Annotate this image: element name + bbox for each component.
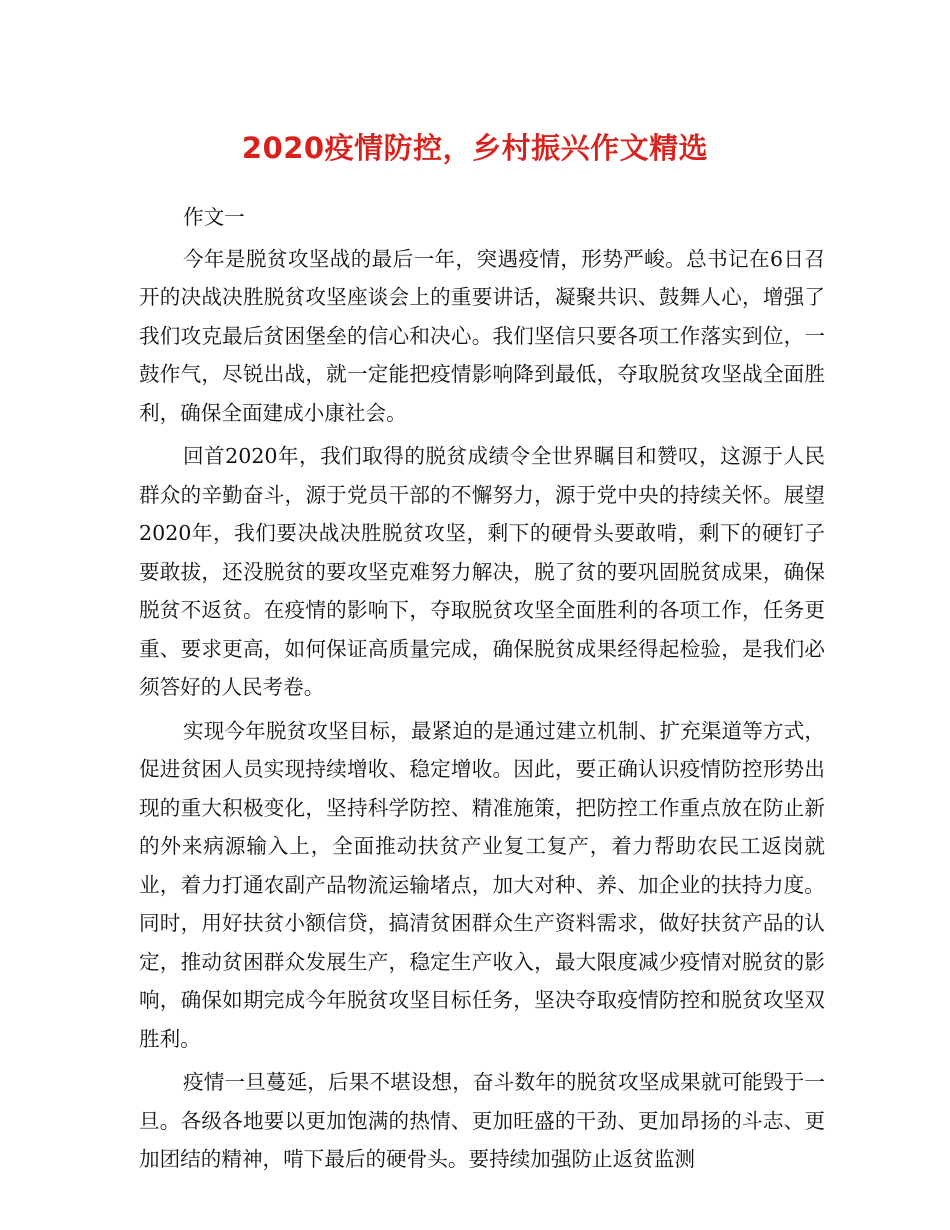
paragraph-2: 回首2020年，我们取得的脱贫成绩令全世界瞩目和赞叹，这源于人民群众的辛勤奋斗，源于党员干部的不懈努力，源于党中央的持续关怀。展望2020年，我们要决战决胜脱贫攻坚，剩下的硬骨头要敢啃，剩下的硬钉子要敢拔，还没脱贫的要攻坚克难努力解决，脱了贫的要巩固脱贫成果，确保脱贫不返贫。在疫情的影响下，夺取脱贫攻坚全面胜利的各项工作，任务更重、要求更高，如何保证高质量完成，确保脱贫成果经得起检验，是我们必须答好的人民考卷。 — [139, 444, 825, 699]
document-body — [139, 198, 825, 1184]
paragraph-4: 疫情一旦蔓延，后果不堪设想，奋斗数年的脱贫攻坚成果就可能毁于一旦。各级各地要以更加饱满的热情、更加旺盛的干劲、更加昂扬的斗志、更加团结的精神，啃下最后的硬骨头。要持续加强防止返贫监测 — [139, 1070, 825, 1171]
paragraph-1: 今年是脱贫攻坚战的最后一年，突遇疫情，形势严峻。总书记在6日召开的决战决胜脱贫攻坚座谈会上的重要讲话，凝聚共识、鼓舞人心，增强了我们攻克最后贫困堡垒的信心和决心。我们坚信只要各项工作落实到位，一鼓作气，尽锐出战，就一定能把疫情影响降到最低，夺取脱贫攻坚战全面胜利，确保全面建成小康社会。 — [139, 246, 825, 425]
paragraph-3: 实现今年脱贫攻坚目标，最紧迫的是通过建立机制、扩充渠道等方式，促进贫困人员实现持续增收、稳定增收。因此，要正确认识疫情防控形势出现的重大积极变化，坚持科学防控、精准施策，把防控工作重点放在防止新的外来病源输入上，全面推动扶贫产业复工复产，着力帮助农民工返岗就业，着力打通农副产品物流运输堵点，加大对种、养、加企业的扶持力度。同时，用好扶贫小额信贷，搞清贫困群众生产资料需求，做好扶贫产品的认定，推动贫困群众发展生产，稳定生产收入，最大限度减少疫情对脱贫的影响，确保如期完成今年脱贫攻坚目标任务，坚决夺取疫情防控和脱贫攻坚双胜利。 — [139, 718, 825, 1051]
section-heading: 作文一 — [183, 205, 245, 229]
document-title: 2020疫情防控，乡村振兴作文精选 — [241, 131, 709, 165]
